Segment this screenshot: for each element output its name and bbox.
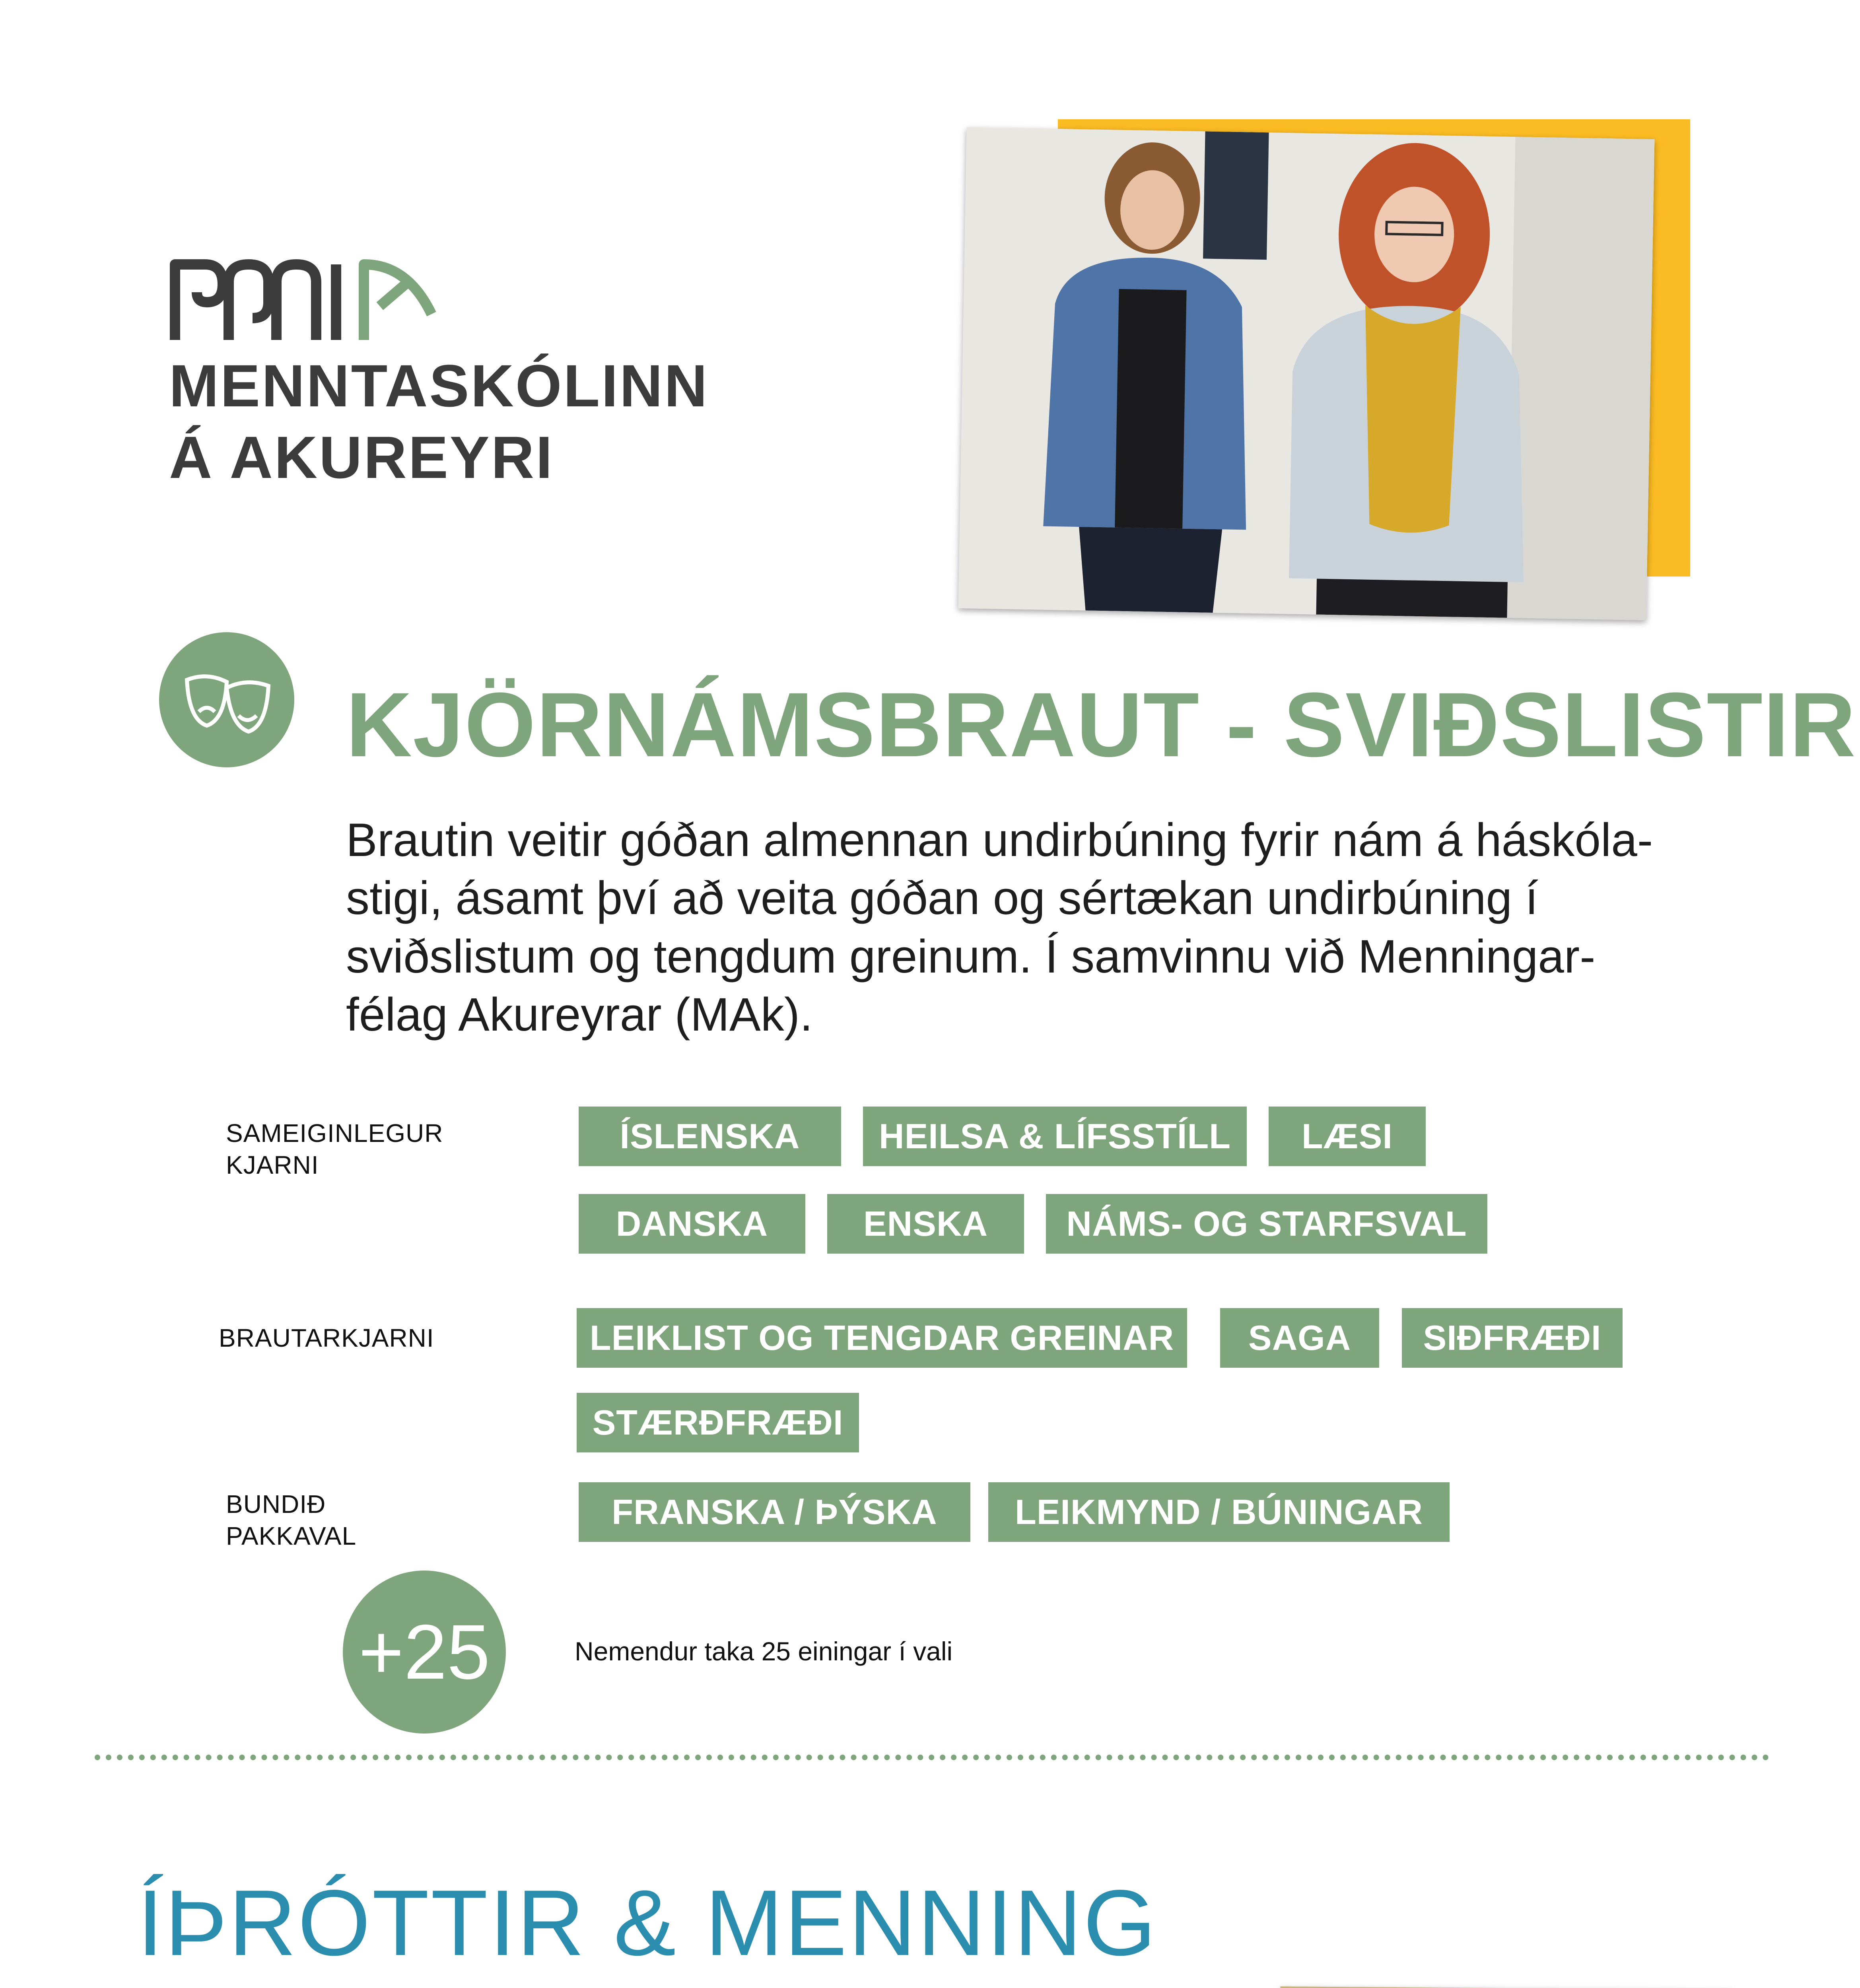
school-name-line2: Á AKUREYRI (169, 424, 554, 491)
electives-note: Nemendur taka 25 einingar í vali (575, 1637, 953, 1666)
theater-masks-icon (159, 632, 294, 767)
core-label-line: KJARNI (226, 1151, 319, 1179)
course-tag: FRANSKA / ÞÝSKA (579, 1482, 970, 1542)
program-icon-badge (159, 632, 294, 767)
core-label (226, 1117, 443, 1181)
course-tag: LEIKLIST OG TENGDAR GREINAR (577, 1308, 1187, 1368)
core-label-line: SAMEIGINLEGUR (226, 1119, 443, 1147)
course-tag: ENSKA (827, 1194, 1024, 1254)
bundle-label-line: BUNDIÐ (226, 1490, 326, 1518)
course-tag: ÍSLENSKA (579, 1107, 841, 1166)
track-label (219, 1322, 434, 1354)
track-label-line: BRAUTARKJARNI (219, 1324, 434, 1352)
program-title: KJÖRNÁMSBRAUT - SVIÐSLISTIR (346, 674, 1857, 776)
course-tag: NÁMS- OG STARFSVAL (1046, 1194, 1487, 1254)
course-tag: HEILSA & LÍFSSTÍLL (863, 1107, 1247, 1166)
course-tag: STÆRÐFRÆÐI (577, 1393, 859, 1452)
course-tag: DANSKA (579, 1194, 805, 1254)
school-name-line1: MENNTASKÓLINN (169, 352, 709, 419)
course-tag: LEIKMYND / BÚNINGAR (988, 1482, 1450, 1542)
students-photo (958, 127, 1655, 620)
school-logo-icon (169, 254, 443, 344)
section-divider (95, 1755, 1769, 1760)
team-photo (1277, 1986, 1734, 1988)
bundle-label (226, 1488, 356, 1552)
intro-line: Brautin veitir góðan almennan undirbúning fyrir nám á háskóla- (346, 814, 1653, 866)
intro-line: stigi, ásamt því að veita góðan og sértækan undirbúning í (346, 872, 1538, 925)
sports-title: ÍÞRÓTTIR & MENNING (137, 1870, 1158, 1975)
bundle-label-line: PAKKAVAL (226, 1522, 357, 1550)
course-tag: LÆSI (1269, 1107, 1426, 1166)
intro-line: félag Akureyrar (MAk). (346, 988, 813, 1041)
intro-line: sviðslistum og tengdum greinum. Í samvinnu við Menningar- (346, 930, 1596, 983)
course-tag: SIÐFRÆÐI (1402, 1308, 1623, 1368)
school-name (169, 350, 709, 493)
electives-badge: +25 (343, 1571, 506, 1734)
course-tag: SAGA (1220, 1308, 1379, 1368)
program-intro (346, 811, 1758, 1044)
